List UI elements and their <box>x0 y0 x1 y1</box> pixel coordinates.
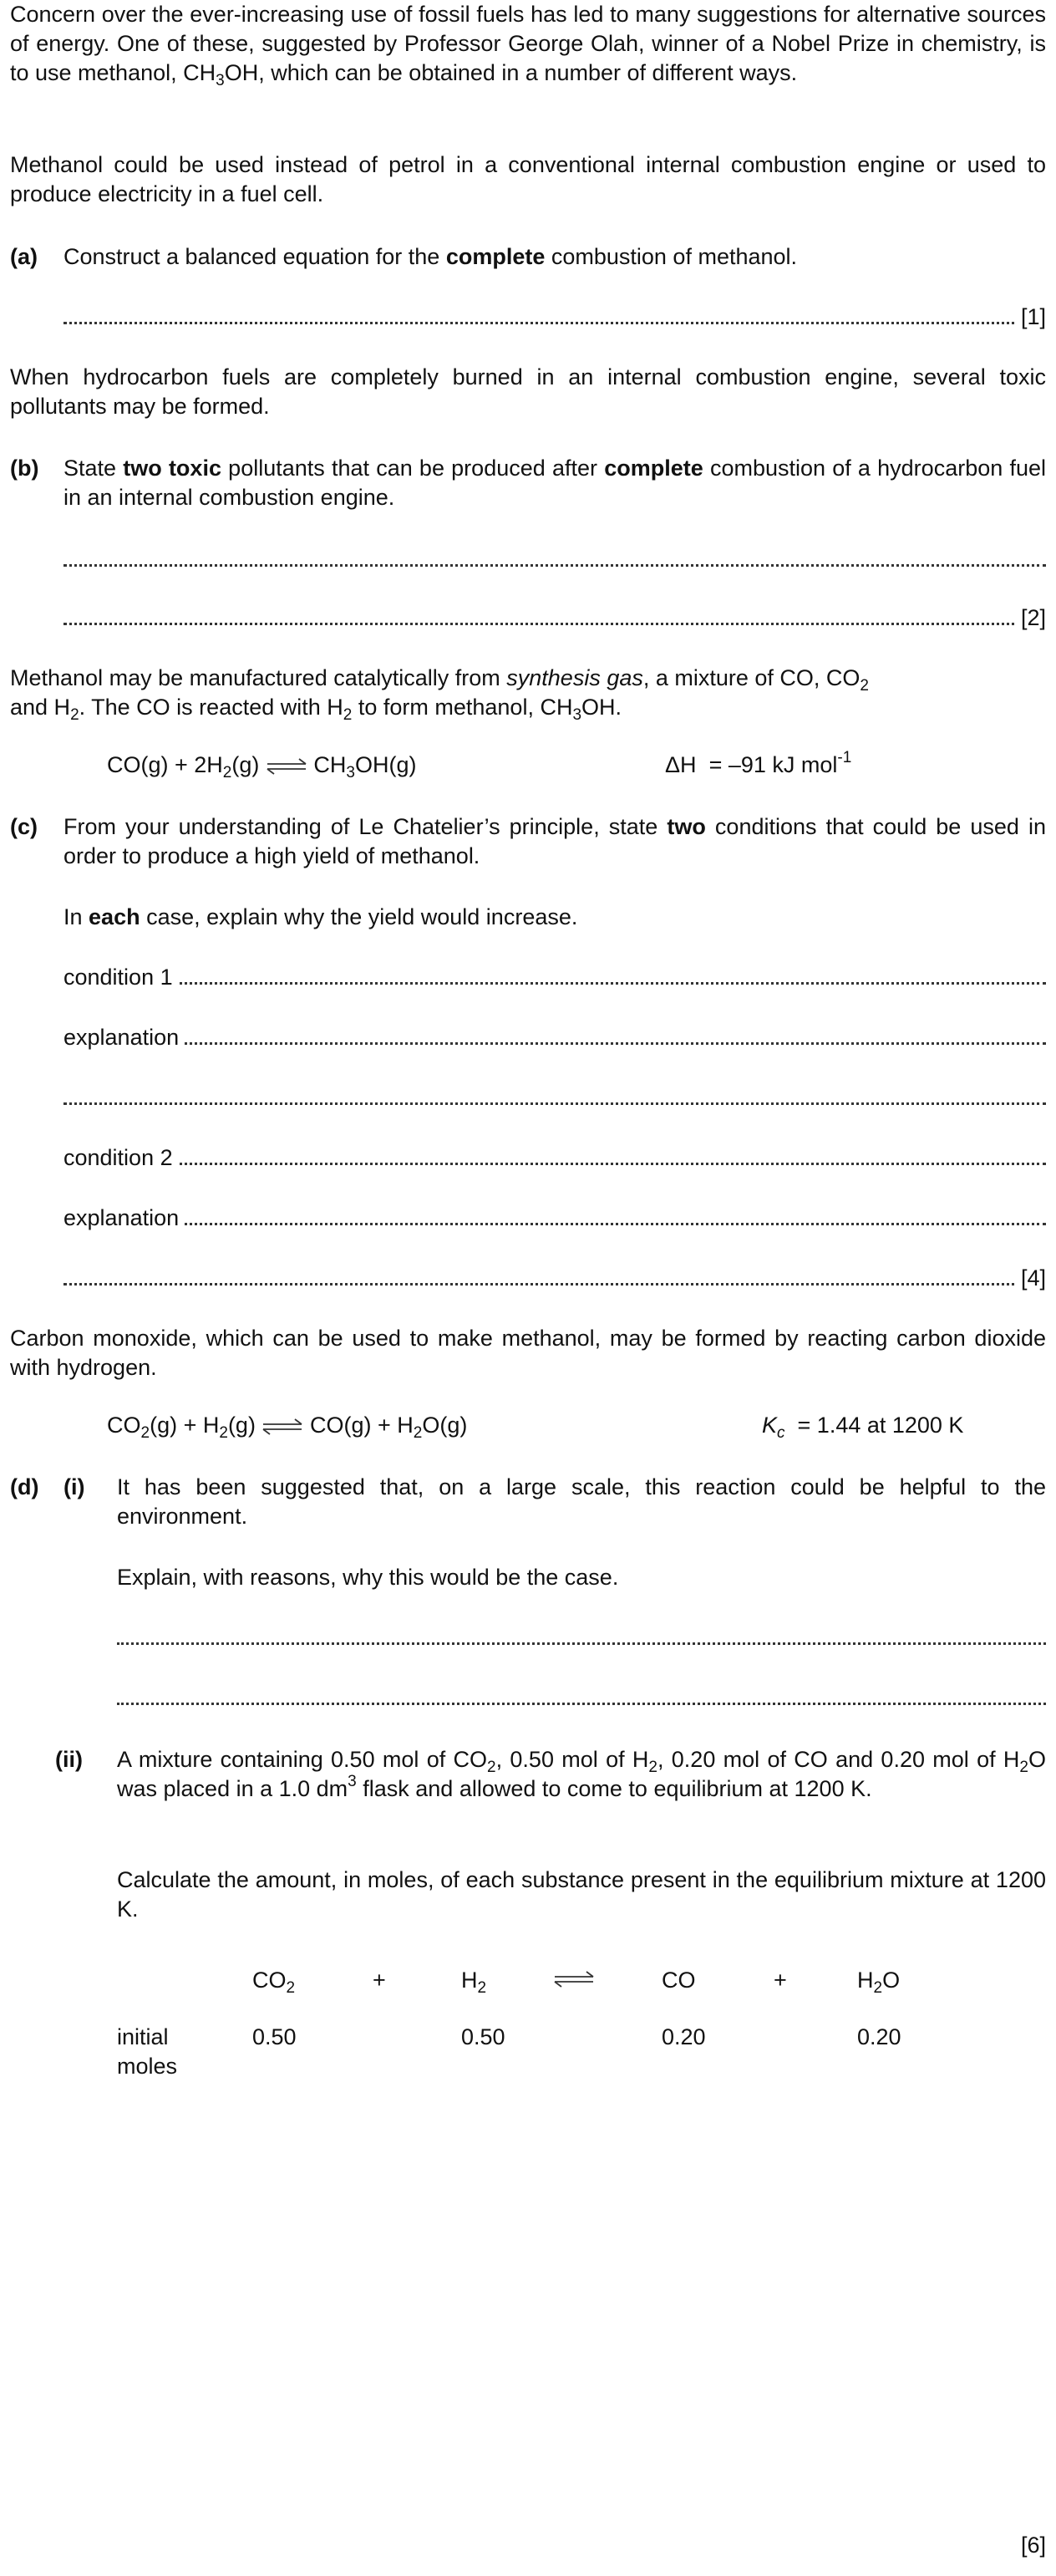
subscript: 2 <box>343 706 353 724</box>
intro-text: OH, which can be obtained in a number of different ways. <box>224 60 798 85</box>
answer-line-b1[interactable] <box>63 545 1046 574</box>
question-text: combustion of methanol. <box>545 244 798 269</box>
equilibrium-arrow-icon <box>266 758 307 775</box>
condition-2-line[interactable] <box>63 1143 1046 1173</box>
mid-paragraph-2: Carbon monoxide, which can be used to make methanol, may be formed by reacting carbon dioxide with hydrogen. <box>10 1326 1046 1380</box>
text: O was placed in a 1.0 dm <box>117 1747 1046 1801</box>
marks-a: [1] <box>1016 303 1046 332</box>
equilibrium-arrow-icon <box>261 1418 303 1435</box>
text: and H <box>10 695 71 720</box>
species: CO <box>252 1968 287 1993</box>
text: to form methanol, CH <box>352 695 573 720</box>
reactants: (g) <box>231 752 260 777</box>
products: O(g) <box>422 1413 468 1438</box>
explanation-1-label: explanation <box>63 1023 184 1052</box>
subscript: 2 <box>1019 1759 1028 1776</box>
row-label: initial <box>117 2024 169 2049</box>
header-h2 <box>461 1966 486 1995</box>
answer-line-d-i-1[interactable] <box>117 1623 1046 1652</box>
text: case, explain why the yield would increase. <box>140 904 578 929</box>
subscript: 2 <box>648 1759 657 1776</box>
delta-h-symbol: ΔH <box>665 752 697 777</box>
marks-c: [4] <box>1016 1264 1046 1293</box>
subscript: 2 <box>219 1424 228 1442</box>
emphasis-italic: synthesis gas <box>506 665 643 690</box>
subscript: 2 <box>413 1424 423 1442</box>
equation-methanol <box>107 751 416 780</box>
enthalpy-change <box>665 751 851 780</box>
text: flask and allowed to come to equilibrium at 1200 K. <box>356 1776 872 1801</box>
species: O <box>882 1968 901 1993</box>
emphasis: complete <box>445 244 546 269</box>
emphasis: two <box>667 814 706 839</box>
products: CH <box>313 752 347 777</box>
row-label-initial-moles <box>117 2023 177 2081</box>
condition-2-label: condition 2 <box>63 1143 178 1173</box>
reactants: (g) + H <box>150 1413 220 1438</box>
intro-text: Concern over the ever-increasing use of fossil fuels has led to many suggestions for alternative sources of energy. One of these, suggested by Professor George Olah, winner of a Nobel Prize in chemistry, is to use methanol, CH <box>10 2 1046 85</box>
explanation-2-line-2[interactable] <box>63 1264 1046 1293</box>
subscript: 3 <box>216 72 225 89</box>
products: CO(g) + H <box>309 1413 414 1438</box>
synthesis-paragraph <box>10 664 1046 722</box>
subscript: 2 <box>222 764 232 781</box>
value-co2: 0.50 <box>252 2024 297 2049</box>
question-a-text <box>63 242 1046 272</box>
value-h2o: 0.20 <box>857 2024 901 2049</box>
explanation-2-line[interactable] <box>63 1204 1046 1233</box>
marks-d: [6] <box>1020 2533 1046 2558</box>
question-d-i-label: (i) <box>63 1474 85 1499</box>
answer-line-b2[interactable] <box>63 603 1046 633</box>
subscript: c <box>777 1424 785 1442</box>
question-c-instruction <box>63 903 1046 932</box>
explanation-1-line-2[interactable] <box>63 1083 1046 1112</box>
value-co: 0.20 <box>662 2024 706 2049</box>
text: A mixture containing 0.50 mol of CO <box>117 1747 488 1772</box>
subscript: 3 <box>572 706 582 724</box>
subscript: 2 <box>860 677 869 695</box>
intro-paragraph-2: Methanol could be used instead of petrol in a conventional internal combustion engine or used to produce electricity in a fuel cell. <box>10 152 1046 206</box>
question-d-ii-calc: Calculate the amount, in moles, of each substance present in the equilibrium mixture at 1200 K. <box>117 1867 1046 1922</box>
emphasis: complete <box>604 456 703 481</box>
equilibrium-arrow-icon <box>553 1971 595 1988</box>
exam-page <box>10 0 1046 2576</box>
row-label: moles <box>117 2054 178 2079</box>
explanation-2-label: explanation <box>63 1204 184 1233</box>
emphasis: each <box>89 904 140 929</box>
question-text: State <box>63 456 124 481</box>
delta-h-value: = –91 kJ mol <box>708 752 838 777</box>
header-co: CO <box>662 1968 696 1993</box>
superscript: -1 <box>837 749 852 766</box>
mid-paragraph-1: When hydrocarbon fuels are completely burned in an internal combustion engine, several toxic pollutants may be formed. <box>10 364 1046 419</box>
explanation-1-line[interactable] <box>63 1023 1046 1052</box>
species: H <box>461 1968 478 1993</box>
text: In <box>63 904 89 929</box>
reactants: CO <box>107 1413 141 1438</box>
question-d-i-text: It has been suggested that, on a large scale, this reaction could be helpful to the environment. <box>117 1474 1046 1529</box>
reactants: CO(g) + 2H <box>107 752 223 777</box>
kc-value: = 1.44 at 1200 K <box>797 1413 964 1438</box>
question-c-text <box>63 812 1046 871</box>
intro-paragraph-1 <box>10 0 1046 88</box>
question-b-label: (b) <box>10 456 39 481</box>
text: . The CO is reacted with H <box>79 695 343 720</box>
subscript: 3 <box>346 764 355 781</box>
question-b-text <box>63 454 1046 512</box>
question-text: Construct a balanced equation for the <box>63 244 446 269</box>
question-d-ii-text <box>117 1745 1046 1804</box>
answer-line-d-i-2[interactable] <box>117 1683 1046 1713</box>
header-h2o <box>857 1966 900 1995</box>
subscript: 2 <box>873 1979 883 1997</box>
equilibrium-constant <box>762 1411 963 1440</box>
question-d-label: (d) <box>10 1474 39 1499</box>
text: , a mixture of CO, CO <box>642 665 861 690</box>
kc-symbol: K <box>762 1413 778 1438</box>
subscript: 2 <box>70 706 79 724</box>
question-d-i-instruction: Explain, with reasons, why this would be the case. <box>117 1565 619 1590</box>
marks-b: [2] <box>1016 603 1046 633</box>
header-co2 <box>252 1966 295 1995</box>
text: , 0.20 mol of CO and 0.20 mol of H <box>657 1747 1020 1772</box>
condition-1-line[interactable] <box>63 963 1046 992</box>
subscript: 2 <box>477 1979 487 1997</box>
question-a-label: (a) <box>10 244 38 269</box>
text: OH. <box>581 695 622 720</box>
question-text: combustion of a hydrocarbon fuel in an internal combustion engine. <box>63 456 1046 510</box>
reactants: (g) <box>227 1413 256 1438</box>
subscript: 2 <box>286 1979 296 1997</box>
question-text: pollutants that can be produced after <box>221 456 605 481</box>
question-d-ii-label: (ii) <box>55 1747 83 1772</box>
header-plus: + <box>774 1968 787 1993</box>
value-h2: 0.50 <box>461 2024 505 2049</box>
products: OH(g) <box>354 752 417 777</box>
subscript: 2 <box>140 1424 150 1442</box>
text: Methanol may be manufactured catalytically from <box>10 665 507 690</box>
emphasis: two toxic <box>123 456 221 481</box>
question-text: From your understanding of Le Chatelier’s principle, state <box>63 814 668 839</box>
question-text: conditions that could be used in order to produce a high yield of methanol. <box>63 814 1046 868</box>
superscript: 3 <box>348 1773 357 1790</box>
text: , 0.50 mol of H <box>495 1747 649 1772</box>
equation-co-formation <box>107 1411 467 1440</box>
header-plus: + <box>373 1968 386 1993</box>
question-c-label: (c) <box>10 814 38 839</box>
subscript: 2 <box>487 1759 496 1776</box>
species: H <box>857 1968 874 1993</box>
condition-1-label: condition 1 <box>63 963 178 992</box>
answer-line-a[interactable] <box>63 303 1046 332</box>
working-space[interactable] <box>117 2090 994 2524</box>
